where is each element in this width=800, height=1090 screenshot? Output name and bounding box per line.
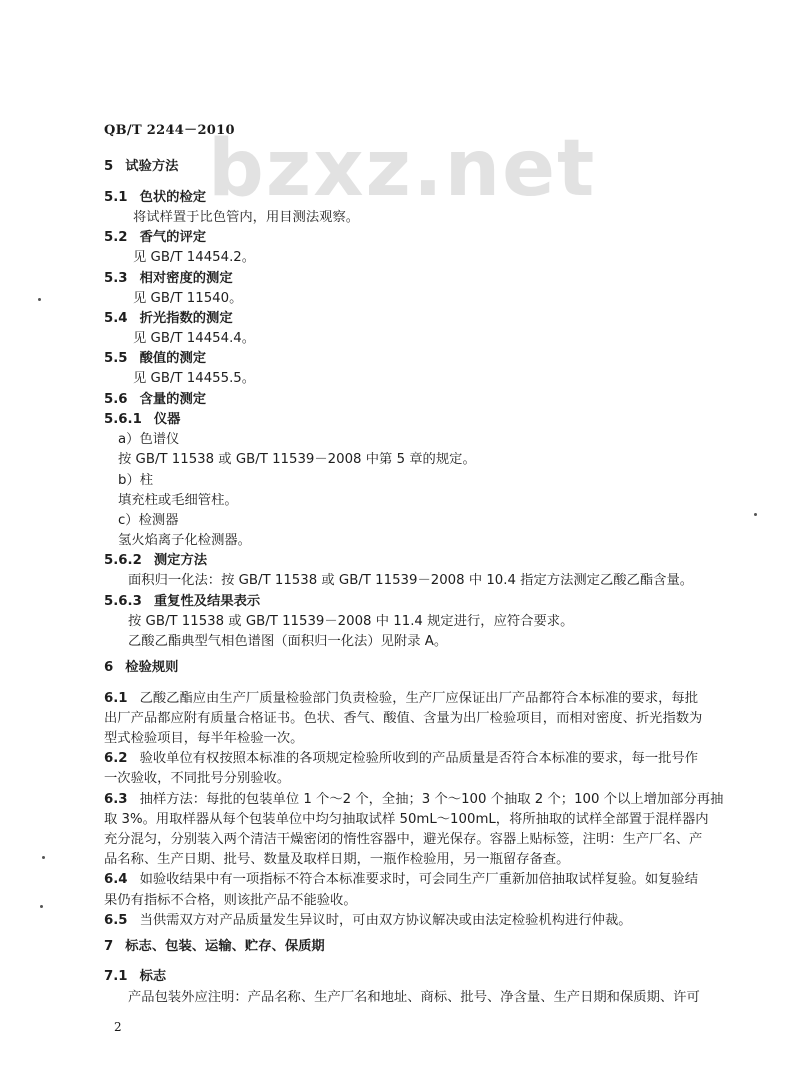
scan-speck xyxy=(754,513,757,516)
line-text: 乙酸乙酯典型气相色谱图（面积归一化法）见附录 A。 xyxy=(128,634,448,649)
section-number: 7.1 xyxy=(104,969,128,984)
body-line xyxy=(128,634,447,650)
body-line xyxy=(133,291,242,307)
body-line xyxy=(104,711,702,727)
section-number: 5.3 xyxy=(104,271,128,286)
line-text: 抽样方法：每批的包装单位 1 个～2 个，全抽；3 个～100 个抽取 2 个；100 个以上增加部分再抽 xyxy=(139,792,724,807)
section-number: 5.2 xyxy=(104,230,128,245)
section-line xyxy=(104,412,180,428)
body-line xyxy=(104,812,709,828)
section-number: 5.6.3 xyxy=(104,594,142,609)
section-number: 6.4 xyxy=(104,872,128,887)
body-line xyxy=(104,832,702,848)
watermark: bzxz.net xyxy=(208,124,597,214)
line-text: 折光指数的测定 xyxy=(139,311,233,326)
line-text: 香气的评定 xyxy=(139,230,207,245)
line-text: 取 3%。用取样器从每个包装单位中均匀抽取试样 50mL～100mL，将所抽取的试样全部置于混样器内 xyxy=(104,812,709,827)
section-line xyxy=(104,872,698,888)
line-text: 果仍有指标不合格，则该批产品不能验收。 xyxy=(104,893,357,908)
section-line xyxy=(104,792,723,808)
section-number: 6.1 xyxy=(104,691,128,706)
section-line xyxy=(104,553,207,569)
section-number: 6 xyxy=(104,660,114,675)
line-text: 当供需双方对产品质量发生异议时，可由双方协议解决或由法定检验机构进行仲裁。 xyxy=(139,913,632,928)
section-number: 6.5 xyxy=(104,913,128,928)
section-line xyxy=(104,392,206,408)
line-text: 测定方法 xyxy=(153,553,208,568)
body-line xyxy=(128,573,693,589)
section-line xyxy=(104,751,698,767)
section-line xyxy=(104,351,206,367)
line-text: 品名称、生产日期、批号、数量及取样日期，一瓶作检验用，另一瓶留存备查。 xyxy=(104,852,570,867)
line-text: 见 GB/T 14454.4。 xyxy=(133,331,256,346)
line-text: 仪器 xyxy=(153,412,181,427)
section-number: 7 xyxy=(104,939,114,954)
body-line xyxy=(133,210,359,226)
line-text: 含量的测定 xyxy=(139,392,207,407)
line-text: 标志 xyxy=(139,969,167,984)
body-line xyxy=(104,771,290,787)
page-number: 2 xyxy=(114,1020,122,1034)
line-text: 一次验收，不同批号分别验收。 xyxy=(104,771,291,786)
section-line xyxy=(104,311,233,327)
section-line xyxy=(104,939,325,955)
section-number: 5.6.2 xyxy=(104,553,142,568)
body-line xyxy=(118,513,179,529)
section-line xyxy=(104,230,206,246)
line-text: 验收单位有权按照本标准的各项规定检验所收到的产品质量是否符合本标准的要求，每一批号作 xyxy=(139,751,699,766)
section-line xyxy=(104,159,178,175)
section-line xyxy=(104,691,698,707)
section-number: 6.2 xyxy=(104,751,128,766)
line-text: 检验规则 xyxy=(125,660,179,675)
section-number: 5.1 xyxy=(104,190,128,205)
body-line xyxy=(118,432,179,448)
section-number: 5.6 xyxy=(104,392,128,407)
section-line xyxy=(104,190,206,206)
line-text: 按 GB/T 11538 或 GB/T 11539－2008 中 11.4 规定进行，应符合要求。 xyxy=(128,614,574,629)
section-number: 5.4 xyxy=(104,311,128,326)
line-text: 出厂产品都应附有质量合格证书。色状、香气、酸值、含量为出厂检验项目，而相对密度、折光指数为 xyxy=(104,711,703,726)
body-line xyxy=(128,990,700,1006)
section-line xyxy=(104,271,233,287)
line-text: 见 GB/T 14455.5。 xyxy=(133,371,256,386)
section-number: 5 xyxy=(104,159,114,174)
body-line xyxy=(133,331,255,347)
line-text: 面积归一化法：按 GB/T 11538 或 GB/T 11539－2008 中 10.4 指定方法测定乙酸乙酯含量。 xyxy=(128,573,694,588)
line-text: b）柱 xyxy=(118,473,154,488)
body-line xyxy=(104,893,357,909)
line-text: 酸值的测定 xyxy=(139,351,207,366)
section-line xyxy=(104,913,632,929)
body-line xyxy=(128,614,573,630)
line-text: 标志、包装、运输、贮存、保质期 xyxy=(125,939,325,954)
section-number: 6.3 xyxy=(104,792,128,807)
body-line xyxy=(104,852,569,868)
line-text: 将试样置于比色管内，用目测法观察。 xyxy=(133,210,360,225)
body-line xyxy=(118,452,476,468)
section-line xyxy=(104,969,166,985)
section-line xyxy=(104,594,260,610)
body-line xyxy=(133,250,255,266)
line-text: 充分混匀，分别装入两个清洁干燥密闭的惰性容器中，避光保存。容器上贴标签，注明：生产厂名、产 xyxy=(104,832,703,847)
section-number: 5.6.1 xyxy=(104,412,142,427)
line-text: 如验收结果中有一项指标不符合本标准要求时，可会同生产厂重新加倍抽取试样复验。如复验结 xyxy=(139,872,699,887)
section-number: 5.5 xyxy=(104,351,128,366)
body-line xyxy=(104,731,303,747)
line-text: 相对密度的测定 xyxy=(139,271,233,286)
body-line xyxy=(118,493,238,509)
body-line xyxy=(133,371,255,387)
line-text: 见 GB/T 11540。 xyxy=(133,291,243,306)
line-text: 型式检验项目，每半年检验一次。 xyxy=(104,731,304,746)
line-text: 产品包装外应注明：产品名称、生产厂名和地址、商标、批号、净含量、生产日期和保质期、许可 xyxy=(128,990,700,1005)
line-text: 重复性及结果表示 xyxy=(153,594,261,609)
body-line xyxy=(118,473,153,489)
scan-speck xyxy=(40,905,43,908)
standard-number-header: QB/T 2244－2010 xyxy=(104,123,235,138)
section-line xyxy=(104,660,178,676)
scan-speck xyxy=(38,298,41,301)
line-text: 按 GB/T 11538 或 GB/T 11539－2008 中第 5 章的规定。 xyxy=(118,452,476,467)
line-text: c）检测器 xyxy=(118,513,179,528)
line-text: 试验方法 xyxy=(125,159,179,174)
scan-speck xyxy=(42,856,45,859)
line-text: 见 GB/T 14454.2。 xyxy=(133,250,256,265)
body-line xyxy=(118,533,251,549)
line-text: 乙酸乙酯应由生产厂质量检验部门负责检验，生产厂应保证出厂产品都符合本标准的要求，每批 xyxy=(139,691,699,706)
line-text: 色状的检定 xyxy=(139,190,207,205)
line-text: a）色谱仪 xyxy=(118,432,180,447)
line-text: 填充柱或毛细管柱。 xyxy=(118,493,238,508)
line-text: 氢火焰离子化检测器。 xyxy=(118,533,251,548)
